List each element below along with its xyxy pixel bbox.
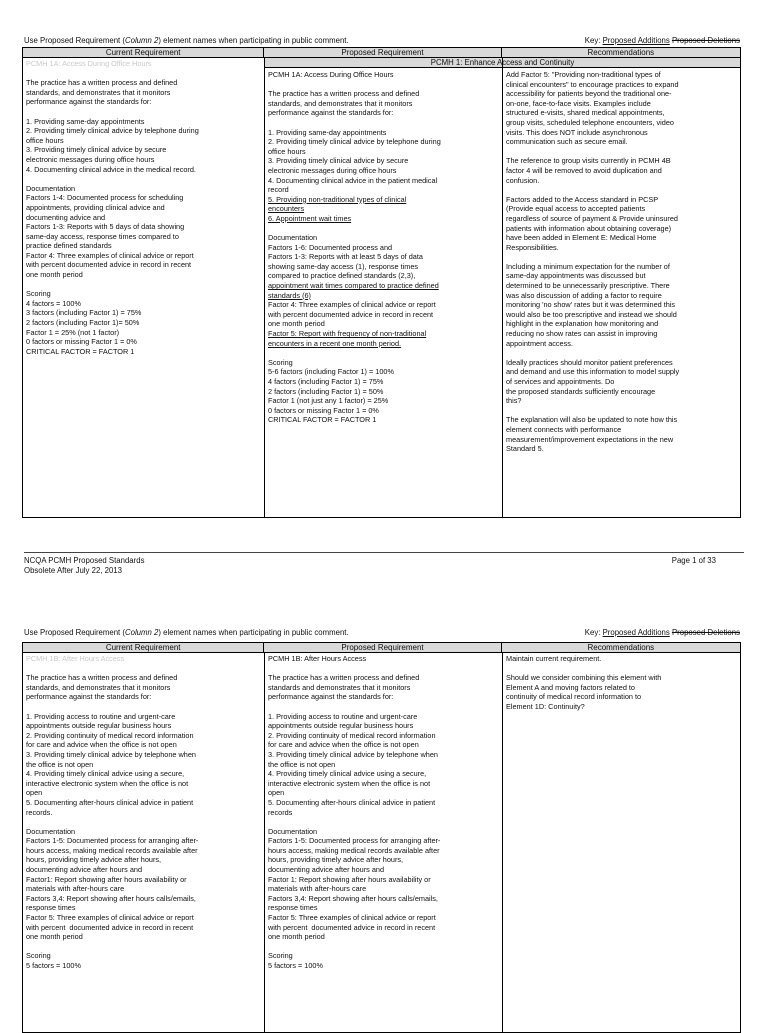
text-line: office hours [26,135,64,145]
text-line: 3. Providing timely clinical advice by telephone when [26,749,196,759]
text-line: The practice has a written process and defined [26,673,178,683]
text-line: same-day access, response times compared to [26,231,179,241]
instruction-prefix: Use Proposed Requirement ( [24,628,125,637]
text-line: for care and advice when the office is not open [268,740,419,750]
text-line: and demand and use this information to model supply [506,367,680,377]
text-line: same-day appointments was discussed but [506,271,646,281]
text-line: documenting advice and [26,212,106,222]
text-line: Scoring [26,951,51,961]
footer-title: NCQA PCMH Proposed Standards [24,556,145,565]
text-line: showing same-day access (1), response times [268,261,419,271]
text-line: 2. Providing continuity of medical record information [26,730,194,740]
text-line [268,224,499,234]
text-line: Factor 1 (not just any 1 factor) = 25% [268,396,389,406]
text-line: 0 factors or missing Factor 1 = 0% [268,405,379,415]
text-line: documenting advice after hours and [26,865,143,875]
text-line [26,69,261,79]
text-line: standards, and demonstrates that it monitors [268,98,413,108]
instruction-prefix: Use Proposed Requirement ( [24,36,125,45]
text-line [268,942,499,952]
text-line: encounters in a recent one month period. [268,338,402,348]
text-line: records [268,807,293,817]
text-line: Factors 1-4: Documented process for scheduling [26,193,184,203]
text-line: Maintain current requirement. [506,654,602,663]
text-line: records. [26,807,53,817]
text-line: office hours [268,146,306,156]
footer-obsolete-date: Obsolete After July 22, 2013 [24,566,122,575]
text-line: confusion. [506,175,540,185]
text-line: 3. Providing timely clinical advice by secure [268,156,409,166]
text-line: performance against the standards for: [268,692,394,702]
text-line: clinical encounters" to encourage practices to expand [506,79,679,89]
text-line: 1. Providing same-day appointments [26,116,145,126]
text-line: appointments outside regular business hours [268,721,414,731]
text-line: materials with after-hours care [26,884,125,894]
text-line: Factors 1-3: Reports with 5 days of data showing [26,222,185,232]
current-requirement-column [23,58,265,517]
text-line: Factor1: Report showing after hours availability or [26,874,187,884]
text-line: appointment wait times compared to practice defined [268,281,439,291]
recommendations-column [503,653,740,1032]
text-line: the office is not open [268,759,336,769]
text-line: Ideally practices should monitor patient preferences [506,357,673,367]
header-recommendations: Recommendations [587,643,655,652]
text-line: hours access, making medical records available after [268,845,440,855]
section-title-bar: PCMH 1: Enhance Access and Continuity [264,58,741,68]
text-line: determined to be unnecessarily prescriptive. There [506,281,670,291]
text-line: 0 factors or missing Factor 1 = 0% [26,337,137,347]
text-line: 6. Appointment wait times [268,213,352,223]
text-line: one month period [26,932,83,942]
text-line [268,348,499,358]
text-line: The explanation will also be updated to note how this [506,415,678,425]
text-line: Documentation [26,826,76,836]
text-line [268,817,499,827]
text-line [268,80,499,90]
text-line: Including a minimum expectation for the number of [506,261,670,271]
header-proposed-requirement: Proposed Requirement [264,643,501,652]
instruction-suffix: ) element names when participating in public comment. [158,36,349,45]
table-header-row [22,47,741,58]
text-line [26,174,261,184]
key-additions: Proposed Additions [602,36,670,45]
header-proposed-requirement: Proposed Requirement [264,48,501,57]
instruction-text [24,628,349,638]
text-line: 4. Providing timely clinical advice using a secure, [26,769,185,779]
text-line: hours access, making medical records available after [26,845,198,855]
key-deletions: Proposed Deletions [671,628,740,637]
text-line: performance against the standards for: [26,97,152,107]
text-line: Element 1D: Continuity? [506,701,585,711]
text-line: interactive electronic system when the office is not [268,778,431,788]
text-line: 5 factors = 100% [26,961,81,970]
text-line: for care and advice when the office is not open [26,740,177,750]
text-line: Factors added to the Access standard in PCSP [506,194,659,204]
proposed-requirement-column [265,653,503,1032]
text-line: electronic messages during office hours [26,154,155,164]
text-line: standards, and demonstrates that it monitors [26,682,171,692]
requirements-table [22,58,741,518]
text-line: Factors 1-5: Documented process for arranging after- [26,836,199,846]
text-line: measurement/improvement expectations in the new [506,434,674,444]
text-line: 2. Providing timely clinical advice by telephone during [268,137,441,147]
text-line: 2. Providing continuity of medical record information [268,730,436,740]
text-line: Factors 3,4: Report showing after hours calls/emails, [26,893,196,903]
text-line: The reference to group visits currently in PCMH 4B [506,156,671,166]
key-label: Key: [584,36,603,45]
text-line: 5. Documenting after-hours clinical advice in patient [26,797,194,807]
proposed-requirement-column [265,58,503,517]
text-line [268,664,499,674]
requirements-table [22,653,741,1033]
text-line: PCMH 1B: After Hours Access [26,654,125,663]
text-line: documenting advice after hours and [268,865,385,875]
text-line: Standard 5. [506,444,544,454]
text-line: on-one, face-to-face visits. Examples include [506,98,651,108]
text-line: with percent documented advice in record in recent [268,309,434,319]
text-line: 3. Providing timely clinical advice by telephone when [268,749,438,759]
text-line: standards and demonstrates that it monitors [268,682,411,692]
text-line: standards, and demonstrates that it monitors [26,87,171,97]
text-line: The practice has a written process and defined [26,78,178,88]
text-line: standards (6) [268,290,311,300]
instruction-text [24,36,349,46]
text-line [506,664,737,674]
text-line: PCMH 1A: Access During Office Hours [26,59,152,68]
text-line: Factors 1-6: Documented process and [268,242,393,252]
text-line: Element A and moving factors related to [506,682,635,692]
text-line: 3. Providing timely clinical advice by secure [26,145,167,155]
text-line: Scoring [26,289,51,299]
text-line: visits. This does NOT include asynchronous [506,127,648,137]
text-line: 1. Providing access to routine and urgent-care [268,711,418,721]
text-line: Add Factor 5: "Providing non-traditional types of [506,70,661,79]
text-line: of services and appointments. Do [506,377,615,386]
header-recommendations: Recommendations [587,48,655,57]
header-current-requirement: Current Requirement [23,643,264,652]
text-line [26,107,261,117]
text-line: performance against the standards for: [268,108,394,118]
text-line: one month period [268,932,325,942]
text-line: 2. Providing timely clinical advice by telephone during [26,126,199,136]
header-current-requirement: Current Requirement [23,48,264,57]
text-line: open [26,788,43,798]
text-line: Factors 1-3: Reports with at least 5 days of data [268,252,423,262]
text-line: Factor 1: Report showing after hours availability or [268,874,431,884]
instruction-italic: Column 2 [124,628,159,637]
instruction-italic: Column 2 [124,36,159,45]
text-line: materials with after-hours care [268,884,367,894]
text-line: Documentation [268,233,318,243]
text-line: Factor 4: Three examples of clinical advice or report [268,300,436,310]
page-number: Page 1 of 33 [671,556,716,565]
text-line: open [268,788,285,798]
text-line: accessibility for patients beyond the traditional one- [506,89,672,99]
text-line: practice defined standards [26,241,112,251]
legend-key [585,36,740,46]
text-line: was also discussion of adding a factor to require [506,290,662,300]
text-line: hours, providing timely advice after hours, [26,855,162,865]
text-line: 4. Documenting clinical advice in the medical record. [26,164,196,174]
text-line [26,664,261,674]
current-requirement-column [23,653,265,1032]
text-line: CRITICAL FACTOR = FACTOR 1 [268,415,377,425]
text-line: The practice has a written process and defined [268,673,420,683]
text-line: 4 factors = 100% [26,298,81,308]
text-line: response times [26,903,76,913]
text-line: with percent documented advice in record in recent [26,260,192,270]
text-line [268,118,499,128]
text-line: performance against the standards for: [26,692,152,702]
text-line: appointments, providing clinical advice and [26,202,165,212]
text-line: 5. Documenting after-hours clinical advice in patient [268,797,436,807]
text-line: 5. Providing non-traditional types of clinical [268,194,407,204]
text-line: this? [506,396,522,406]
text-line: with percent documented advice in record in recent [268,922,436,932]
text-line: the proposed standards sufficiently encourage [506,386,656,396]
text-line: 4 factors (including Factor 1) = 75% [268,377,384,386]
text-line: PCMH 1A: Access During Office Hours [268,70,394,79]
text-line [506,406,737,416]
text-line: interactive electronic system when the office is not [26,778,189,788]
recommendations-column [503,58,740,517]
text-line: regardless of source of payment & Provide uninsured [506,213,678,223]
text-line: 5-6 factors (including Factor 1) = 100% [268,367,394,377]
footer-text [24,556,144,576]
text-line [26,702,261,712]
text-line: communication such as secure email. [506,137,628,147]
text-line: Factor 5: Report with frequency of non-traditional [268,329,427,339]
text-line: (Provide equal access to accepted patients [506,204,646,214]
text-line: Factor 4: Three examples of clinical advice or report [26,250,194,260]
text-line: Documentation [26,183,76,193]
text-line: CRITICAL FACTOR = FACTOR 1 [26,346,135,356]
text-line: group visits, scheduled telephone encounters, video [506,117,674,127]
text-line: 2 factors (including Factor 1)= 50% [26,318,140,328]
text-line: 1. Providing same-day appointments [268,127,387,137]
text-line: have been added in Element E: Medical Home [506,233,657,243]
key-additions: Proposed Additions [602,628,670,637]
text-line: hours, providing timely advice after hours, [268,855,404,865]
text-line: response times [268,903,318,913]
text-line: 5 factors = 100% [268,961,323,970]
instruction-suffix: ) element names when participating in public comment. [158,628,349,637]
text-line [26,817,261,827]
text-line: the office is not open [26,759,94,769]
text-line: 4. Documenting clinical advice in the patient medical [268,175,438,185]
text-line: factor 4 will be removed to avoid duplication and [506,165,662,175]
key-label: Key: [584,628,603,637]
footer-divider [24,552,744,553]
text-line: reducing no show rates can assist in improving [506,329,658,339]
text-line: Documentation [268,826,318,836]
document-page-2 [0,600,768,1024]
legend-key [585,628,740,638]
text-line: would also be too prescriptive and instead we should [506,309,677,319]
text-line: appointments outside regular business hours [26,721,172,731]
text-line [26,942,261,952]
text-line [506,147,737,157]
text-line: Should we consider combining this element with [506,673,662,683]
text-line: 3 factors (including Factor 1) = 75% [26,308,142,318]
text-line: encounters [268,204,305,214]
text-line: electronic messages during office hours [268,165,397,175]
text-line: Responsibilities. [506,242,559,252]
text-line: Scoring [268,357,293,367]
text-line: one month period [268,319,325,329]
text-line: PCMH 1B: After Hours Access [268,654,367,663]
text-line: 1. Providing access to routine and urgent-care [26,711,176,721]
text-line: structured e-visits, shared medical appointments, [506,108,665,118]
text-line [506,185,737,195]
key-deletions: Proposed Deletions [671,36,740,45]
text-line: monitoring 'no show' rates but it was determined this [506,300,676,310]
text-line: Factor 1 = 25% (not 1 factor) [26,327,120,337]
text-line: one month period [26,270,83,280]
text-line: highlight in the explanation how monitoring and [506,319,659,329]
text-line: Factors 1-5: Documented process for arranging after- [268,836,441,846]
table-header-row [22,642,741,653]
text-line: 4. Providing timely clinical advice using a secure, [268,769,427,779]
text-line: with percent documented advice in record in recent [26,922,194,932]
text-line [506,348,737,358]
text-line [26,280,261,290]
text-line [268,702,499,712]
text-line: The practice has a written process and defined [268,89,420,99]
text-line: compared to practice defined standards (2,3), [268,271,416,281]
text-line: element connects with performance [506,424,622,434]
text-line: record [268,185,289,195]
text-line: Factor 5: Three examples of clinical advice or report [26,913,194,923]
text-line: patients with information about obtaining coverage) [506,223,672,233]
text-line: Scoring [268,951,293,961]
text-line: continuity of medical record information to [506,692,642,702]
text-line [506,252,737,262]
text-line: 2 factors (including Factor 1) = 50% [268,386,384,396]
text-line: Factor 5: Three examples of clinical advice or report [268,913,436,923]
text-line: Factors 3,4: Report showing after hours calls/emails, [268,893,438,903]
text-line: appointment access. [506,338,573,348]
